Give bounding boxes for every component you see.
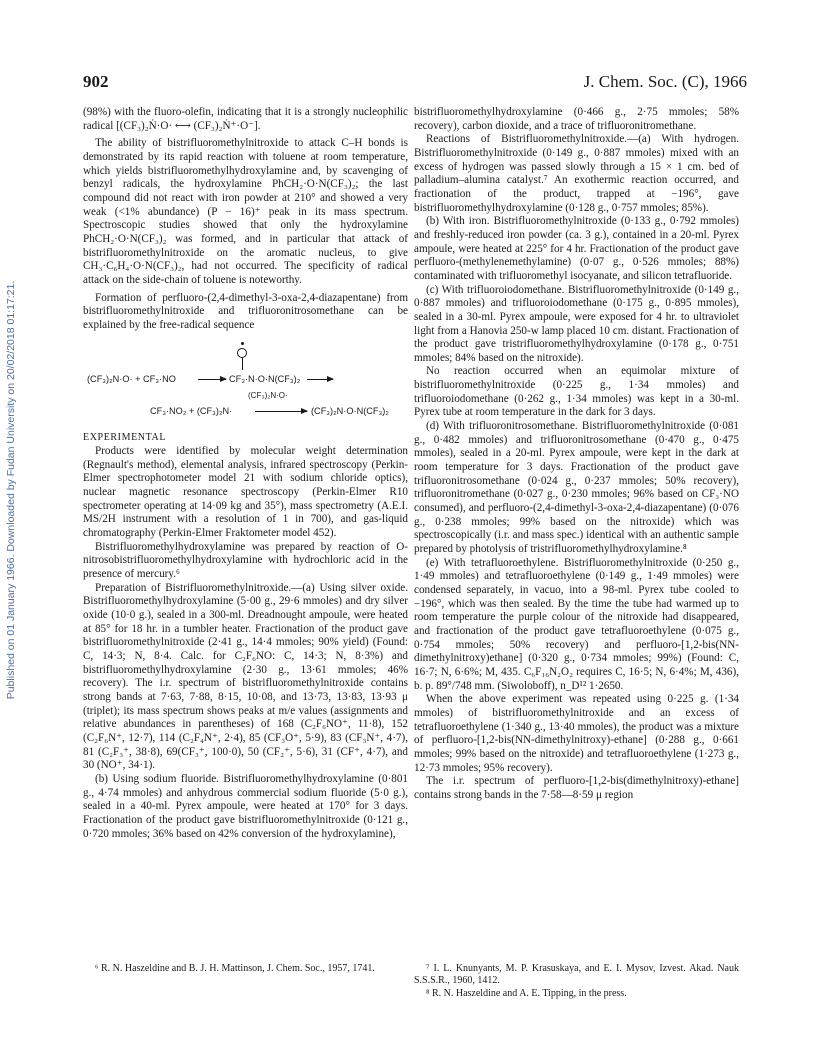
scheme-product-2: (CF₃)₂N·O·N(CF₃)₂ — [311, 405, 389, 416]
paragraph: Preparation of Bistrifluoromethylnitroxide.—(a) Using silver oxide. Bistrifluoromethylhydroxylamine (5·00 g., 29·6 mmoles) and dry silver oxide (10·0 g.), sealed in a 300-ml. Dreadnought ampoule, were heated at 85° for 18 hr. in a tumbler heater. Fractionation of the product gave bistrifluoromethylnitroxide (2·41 g., 14·4 mmoles; 90% yield) (Found: C, 14·3; N, 8·4. Calc. for C₂F₆NO: C, 14·3; N, 8·3%) and bistrifluoromethylhydroxylamine (2·30 g., 13·61 mmoles; 46% recovery). The i.r. spectrum of bistrifluoromethylnitroxide contains strong bands at 7·63, 7·88, 8·15, 10·08, and 13·73, 13·83, 13·93 μ (triplet); its mass spectrum shows peaks at m/e values (assignments and relative abundances in parentheses) of 168 (C₂F₆NO⁺, 11·8), 152 (C₂F₆N⁺, 12·7), 114 (C₂F₄N⁺, 2·4), 85 (CF₃O⁺, 5·9), 83 (CF₃N⁺, 4·7), 81 (C₂F₃⁺, 38·8), 69(CF₃⁺, 100·0), 50 (CF₂⁺, 5·6), 31 (CF⁺, 4·7), and 30 (NO⁺, 34·1). — [83, 581, 408, 772]
paragraph: No reaction occurred when an equimolar mixture of bistrifluoromethylnitroxide (0·225 g., 1·34 mmoles) and trifluoroiodomethane (0·262 g., 1·34 mmoles) was kept in a 30-ml. Pyrex tube at room temperature in the dark for 3 days. — [414, 365, 739, 419]
paragraph: (c) With trifluoroiodomethane. Bistrifluoromethylnitroxide (0·149 g., 0·887 mmoles) and trifluoroiodomethane (0·175 g., 0·895 mmoles), sealed in a 30-ml. Pyrex ampoule, were exposed for 4 hr. to ultraviolet light from a Hanovia 250-w lamp placed 10 cm. distant. Fractionation of the product gave tristrifluoromethylhydroxylamine (0·178 g., 0·751 mmoles; 84% based on the nitroxide). — [414, 283, 739, 364]
paragraph: (b) With iron. Bistrifluoromethylnitroxide (0·133 g., 0·792 mmoles) and freshly-reduced iron powder (ca. 3 g.), contained in a 20-ml. Pyrex ampoule, were heated at 225° for 4 hr. Fractionation of the product gave perfluoro-(methylenemethylamine) (0·07 g., 0·526 mmoles; 88%) contaminated with trifluoromethyl isocyanate, and silicon tetrafluoride. — [414, 215, 739, 282]
paragraph: Reactions of Bistrifluoromethylnitroxide.—(a) With hydrogen. Bistrifluoromethylnitroxide (0·149 g., 0·887 mmoles) mixed with an excess of hydrogen was passed slowly through a 15 × 1 cm. bed of palladium–alumina catalyst.⁷ An exothermic reaction occurred, and fractionation of the product, trapped at −196°, gave bistrifluoromethylhydroxylamine (0·128 g., 0·757 mmoles; 85%). — [414, 133, 739, 214]
scheme-product-1: CF₃·N·O·N(CF₃)₂ — [229, 373, 301, 384]
page-header — [83, 72, 747, 98]
scheme-reagent: (CF₃)₂N·O· — [248, 390, 288, 400]
download-watermark-text: Published on 01 January 1966. Downloaded by Fudan University on 20/02/2018 01:17:21. — [5, 280, 17, 700]
scheme-reactants-2: CF₃·NO₂ + (CF₃)₂N· — [150, 405, 233, 416]
reaction-scheme — [83, 337, 408, 423]
paragraph: (d) With trifluoronitrosomethane. Bistrifluoromethylnitroxide (0·081 g., 0·482 mmoles) and trifluoronitrosomethane (0·470 g., 0·475 mmoles), sealed in a 20-ml. Pyrex ampoule, were kept in the dark at room temperature for 3 days. Fractionation of the product gave trifluoronitrosomethane (0·024 g., 0·237 mmoles; 50% recovery), trifluoronitromethane (0·027 g., 0·230 mmoles; 96% based on CF₃·NO consumed), and perfluoro-(2,4-dimethyl-3-oxa-2,4-diazapentane) (0·076 g., 0·238 mmoles; 99% based on the nitroxide) which was spectroscopically (i.r. and mass spec.) identical with an authentic sample prepared by photolysis of tristrifluoromethylhydroxylamine.⁸ — [414, 420, 739, 555]
left-column — [83, 106, 408, 841]
paragraph: bistrifluoromethylhydroxylamine (0·466 g., 2·75 mmoles; 58% recovery), carbon dioxide, and a trace of trifluoronitromethane. — [414, 106, 739, 132]
paragraph: (b) Using sodium fluoride. Bistrifluoromethylhydroxylamine (0·801 g., 4·74 mmoles) and anhydrous commercial sodium fluoride (5·0 g.), sealed in a 40-ml. Pyrex ampoule, were heated at 170° for 3 days. Fractionation of the product gave bistrifluoromethylnitroxide (0·121 g., 0·720 mmoles; 36% based on 42% conversion of the hydroxylamine), — [83, 772, 408, 840]
paragraph: The ability of bistrifluoromethylnitroxide to attack C–H bonds is demonstrated by its rapid reaction with toluene at room temperature, which yields bistrifluoromethylhydroxylamine and, by scavenging of benzyl radicals, the hydroxylamine PhCH₂·O·N(CF₃)₂; the last compound did not react with iron powder at 210° and showed a very weak (<1% abundance) (P − 16)⁺ peak in its mass spectrum. Spectroscopic studies showed that only the hydroxylamine PhCH₂·O·N(CF₃)₂ was formed, and in particular that attack of bistrifluoromethylnitroxide on the aromatic nucleus, to give CH₃·C₆H₄·O·N(CF₃)₂, had not occurred. The specificity of radical attack on the side-chain of toluene is noteworthy. — [83, 137, 408, 286]
page-number: 902 — [83, 72, 109, 91]
reaction-arrow — [255, 411, 307, 412]
paragraph: Formation of perfluoro-(2,4-dimethyl-3-oxa-2,4-diazapentane) from bistrifluoromethylnitroxide and trifluoronitrosomethane can be explained by the free-radical sequence — [83, 291, 408, 331]
section-heading: EXPERIMENTAL — [83, 431, 167, 443]
journal-title: J. Chem. Soc. (C), 1966 — [583, 72, 747, 91]
paragraph: Products were identified by molecular weight determination (Regnault's method), elemental analysis, infrared spectroscopy (Perkin-Elmer spectrophotometer model 21 with sodium chloride optics), nuclear magnetic resonance spectroscopy (Perkin-Elmer R10 spectrometer operating at 14·09 kg and 35°), mass spectrometry (A.E.I. MS/2H instrument with a resolution of 1 in 700), and gas-liquid chromatography (Perkin-Elmer Fraktometer model 452). — [83, 445, 408, 540]
footnote: ⁸ R. N. Haszeldine and A. E. Tipping, in the press. — [426, 987, 627, 999]
bond-line — [242, 358, 243, 370]
right-column — [414, 106, 739, 802]
download-watermark — [2, 170, 20, 810]
radical-dot — [241, 342, 244, 345]
paragraph: (98%) with the fluoro-olefin, indicating that it is a strongly nucleophilic radical [(CF₃)₂Ṅ·O· ⟷ (CF₃)₂Ṅ⁺·O⁻]. — [83, 106, 408, 132]
scheme-reactants-1: (CF₃)₂N·O· + CF₃·NO — [87, 373, 176, 384]
footnote: ⁶ R. N. Haszeldine and B. J. H. Mattinson, J. Chem. Soc., 1957, 1741. — [95, 963, 375, 974]
paragraph: When the above experiment was repeated using 0·225 g. (1·34 mmoles) of bistrifluoromethylnitroxide and an excess of tetrafluoroethylene (1·340 g., 13·40 mmoles), the product was a mixture of perfluoro-[1,2-bis(NN-dimethylnitroxy)-ethane] (0·288 g., 0·661 mmoles; 99% based on the nitroxide) and tetrafluoroethylene (1·273 g., 12·73 mmoles; 95% recovery). — [414, 693, 739, 774]
footnote: ⁷ I. L. Knunyants, M. P. Krasuskaya, and E. I. Mysov, Izvest. Akad. Nauk S.S.S.R., 1960, 1412. — [414, 963, 739, 987]
paragraph: (e) With tetrafluoroethylene. Bistrifluoromethylnitroxide (0·250 g., 1·49 mmoles) and tetrafluoroethylene (0·149 g., 1·49 mmoles) were condensed separately, in vacuo, into a 98-ml. Pyrex tube cooled to −196°, which was then sealed. By the time the tube had warmed up to room temperature the purple colour of the nitroxide had disappeared, and fractionation of the product gave tetrafluoroethylene (0·075 g., 0·754 mmoles; 50% recovery) and perfluoro-[1,2-bis(NN-dimethylnitroxy)ethane] (0·320 g., 0·734 mmoles; 99%) (Found: C, 16·7; N, 6·6%; M, 435. C₆F₁₆N₂O₂ requires C, 16·5; N, 6·4%; M, 436), b. p. 89°/748 mm. (Siwoloboff), n_D¹² 1·2650. — [414, 556, 739, 692]
footnotes-left — [83, 963, 408, 975]
reaction-arrow — [307, 379, 333, 380]
reaction-arrow — [198, 379, 226, 380]
footnotes-right — [414, 963, 739, 1000]
oxygen-atom — [237, 348, 247, 358]
paragraph: The i.r. spectrum of perfluoro-[1,2-bis(dimethylnitroxy)-ethane] contains strong bands in the 7·58—8·59 μ region — [414, 775, 739, 801]
paragraph: Bistrifluoromethylhydroxylamine was prepared by reaction of O-nitrosobistrifluoromethylhydroxylamine with hydrochloric acid in the presence of mercury.⁶ — [83, 540, 408, 581]
